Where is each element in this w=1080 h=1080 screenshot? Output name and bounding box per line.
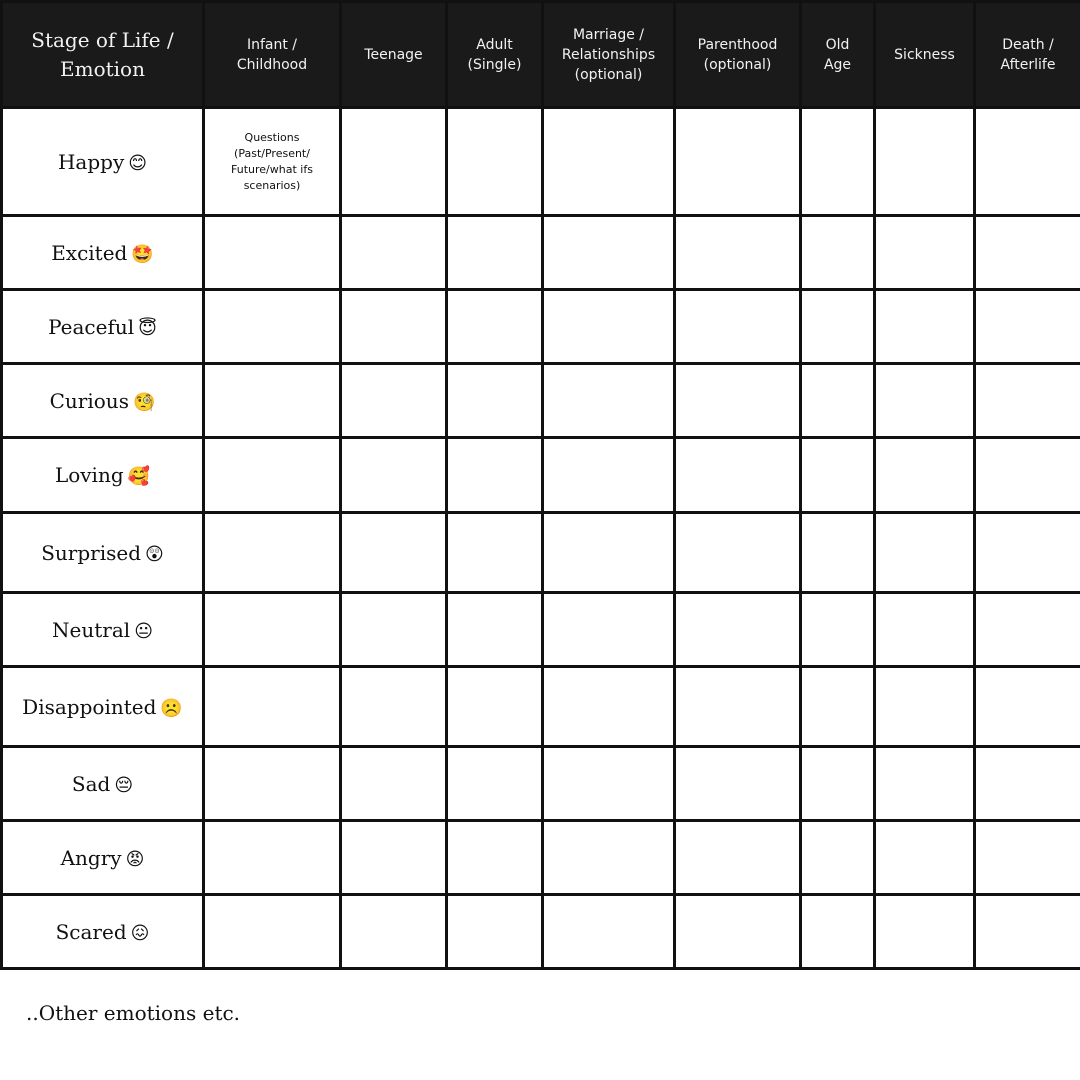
table-cell <box>447 821 543 895</box>
corner-header: Stage of Life / Emotion <box>2 2 204 108</box>
emotion-label-text: Sad <box>71 771 111 796</box>
table-cell <box>675 438 801 513</box>
table-cell <box>447 108 543 216</box>
emotion-label-text: Curious <box>49 388 129 413</box>
emotion-label-text: Disappointed <box>22 694 157 719</box>
table-cell <box>204 513 341 593</box>
table-cell <box>341 821 447 895</box>
table-cell <box>975 821 1080 895</box>
table-cell <box>543 216 675 290</box>
emotion-label-peaceful <box>2 290 204 364</box>
stage-header-adult-single: Adult (Single) <box>447 2 543 108</box>
emotion-label-text: Surprised <box>41 540 142 565</box>
table-cell <box>447 895 543 969</box>
table-cell <box>204 895 341 969</box>
table-cell <box>543 513 675 593</box>
table-cell <box>975 438 1080 513</box>
table-cell <box>543 821 675 895</box>
table-cell <box>801 513 875 593</box>
table-row <box>2 895 1080 969</box>
table-cell <box>341 513 447 593</box>
table-cell <box>341 216 447 290</box>
cell-note-questions: Questions (Past/Present/ Future/what ifs scenarios) <box>204 108 341 216</box>
table-row <box>2 438 1080 513</box>
table-cell <box>204 747 341 821</box>
table-cell <box>975 667 1080 747</box>
table-cell <box>975 108 1080 216</box>
table-cell <box>675 593 801 667</box>
emotion-label-happy <box>2 108 204 216</box>
stage-header-teenage: Teenage <box>341 2 447 108</box>
table-cell <box>801 821 875 895</box>
table-cell <box>801 438 875 513</box>
emotion-label-disappointed <box>2 667 204 747</box>
table-cell <box>801 108 875 216</box>
angry-face-icon: 😡 <box>125 848 145 870</box>
table-cell <box>801 593 875 667</box>
table-cell <box>875 364 975 438</box>
table-cell <box>204 593 341 667</box>
stage-header-death-afterlife: Death / Afterlife <box>975 2 1080 108</box>
table-cell <box>975 747 1080 821</box>
table-cell <box>447 438 543 513</box>
table-cell <box>447 216 543 290</box>
table-cell <box>447 513 543 593</box>
table-cell <box>675 513 801 593</box>
table-cell <box>675 290 801 364</box>
table-row <box>2 364 1080 438</box>
table-row <box>2 821 1080 895</box>
emotion-label-excited <box>2 216 204 290</box>
table-body <box>2 108 1080 969</box>
frowning-face-icon: ☹️ <box>160 697 183 719</box>
table-cell <box>875 593 975 667</box>
emotion-label-angry <box>2 821 204 895</box>
footer-note: ..Other emotions etc. <box>26 1001 241 1025</box>
table-cell <box>675 108 801 216</box>
table-cell <box>875 747 975 821</box>
emotion-label-text: Angry <box>60 845 122 870</box>
emotion-label-sad <box>2 747 204 821</box>
table-cell <box>975 895 1080 969</box>
table-cell <box>675 667 801 747</box>
table-cell <box>341 747 447 821</box>
table-cell <box>875 216 975 290</box>
neutral-face-icon: 😐 <box>134 620 153 642</box>
table-cell <box>801 747 875 821</box>
emotion-label-text: Happy <box>57 149 125 174</box>
table-cell <box>447 747 543 821</box>
table-cell <box>204 821 341 895</box>
table-cell <box>675 747 801 821</box>
emotion-label-neutral <box>2 593 204 667</box>
table-cell <box>543 667 675 747</box>
table-cell <box>204 438 341 513</box>
table-cell <box>975 290 1080 364</box>
table-cell <box>447 593 543 667</box>
emotion-label-text: Neutral <box>52 617 131 642</box>
emotion-label-text: Scared <box>55 919 127 944</box>
table-cell <box>875 438 975 513</box>
table-cell <box>341 108 447 216</box>
table-cell <box>543 747 675 821</box>
table-cell <box>801 364 875 438</box>
confounded-face-icon: 😖 <box>130 922 150 944</box>
hearts-face-icon: 🥰 <box>127 466 151 487</box>
smiling-face-icon: 😊 <box>128 152 148 174</box>
astonished-face-icon: 😲 <box>145 543 164 565</box>
table-cell <box>204 216 341 290</box>
table-cell <box>543 438 675 513</box>
table-cell <box>875 667 975 747</box>
table-cell <box>447 364 543 438</box>
table-cell <box>341 364 447 438</box>
header-row <box>2 2 1080 108</box>
table-cell <box>543 364 675 438</box>
table-row <box>2 513 1080 593</box>
table-cell <box>975 364 1080 438</box>
table-cell <box>341 667 447 747</box>
table-cell <box>875 513 975 593</box>
table-cell <box>875 895 975 969</box>
emotion-label-scared <box>2 895 204 969</box>
table-cell <box>543 108 675 216</box>
table-cell <box>543 895 675 969</box>
table-row <box>2 290 1080 364</box>
emotion-label-text: Loving <box>54 463 124 487</box>
table-cell <box>975 513 1080 593</box>
table-row <box>2 593 1080 667</box>
halo-face-icon: 😇 <box>138 317 157 339</box>
table-cell <box>543 593 675 667</box>
table-cell <box>875 821 975 895</box>
table-cell <box>975 593 1080 667</box>
stage-header-sickness: Sickness <box>875 2 975 108</box>
table-cell <box>801 290 875 364</box>
table-row <box>2 667 1080 747</box>
table-cell <box>204 364 341 438</box>
table-row <box>2 216 1080 290</box>
emotion-label-loving <box>2 438 204 513</box>
stage-header-old-age: Old Age <box>801 2 875 108</box>
table-cell <box>975 216 1080 290</box>
table-cell <box>543 290 675 364</box>
table-cell <box>675 216 801 290</box>
table-cell <box>801 667 875 747</box>
table-cell <box>801 216 875 290</box>
pensive-face-icon: 😔 <box>114 774 134 796</box>
table-row <box>2 747 1080 821</box>
table-cell <box>801 895 875 969</box>
table-cell <box>341 593 447 667</box>
table-cell <box>875 108 975 216</box>
table-row <box>2 108 1080 216</box>
emotion-label-text: Peaceful <box>48 314 135 339</box>
monocle-face-icon: 🧐 <box>132 391 156 413</box>
table-cell <box>341 895 447 969</box>
emotion-label-surprised <box>2 513 204 593</box>
table-cell <box>341 438 447 513</box>
table-cell <box>875 290 975 364</box>
stage-header-parenthood: Parenthood (optional) <box>675 2 801 108</box>
stage-header-marriage: Marriage / Relationships (optional) <box>543 2 675 108</box>
table-cell <box>447 290 543 364</box>
table-cell <box>675 364 801 438</box>
stage-header-infant-childhood: Infant / Childhood <box>204 2 341 108</box>
table-cell <box>447 667 543 747</box>
emotion-label-curious <box>2 364 204 438</box>
table-cell <box>341 290 447 364</box>
star-struck-face-icon: 🤩 <box>131 243 154 265</box>
emotion-label-text: Excited <box>51 240 128 265</box>
table-cell <box>675 895 801 969</box>
table-cell <box>204 290 341 364</box>
table-cell <box>675 821 801 895</box>
table-cell <box>204 667 341 747</box>
